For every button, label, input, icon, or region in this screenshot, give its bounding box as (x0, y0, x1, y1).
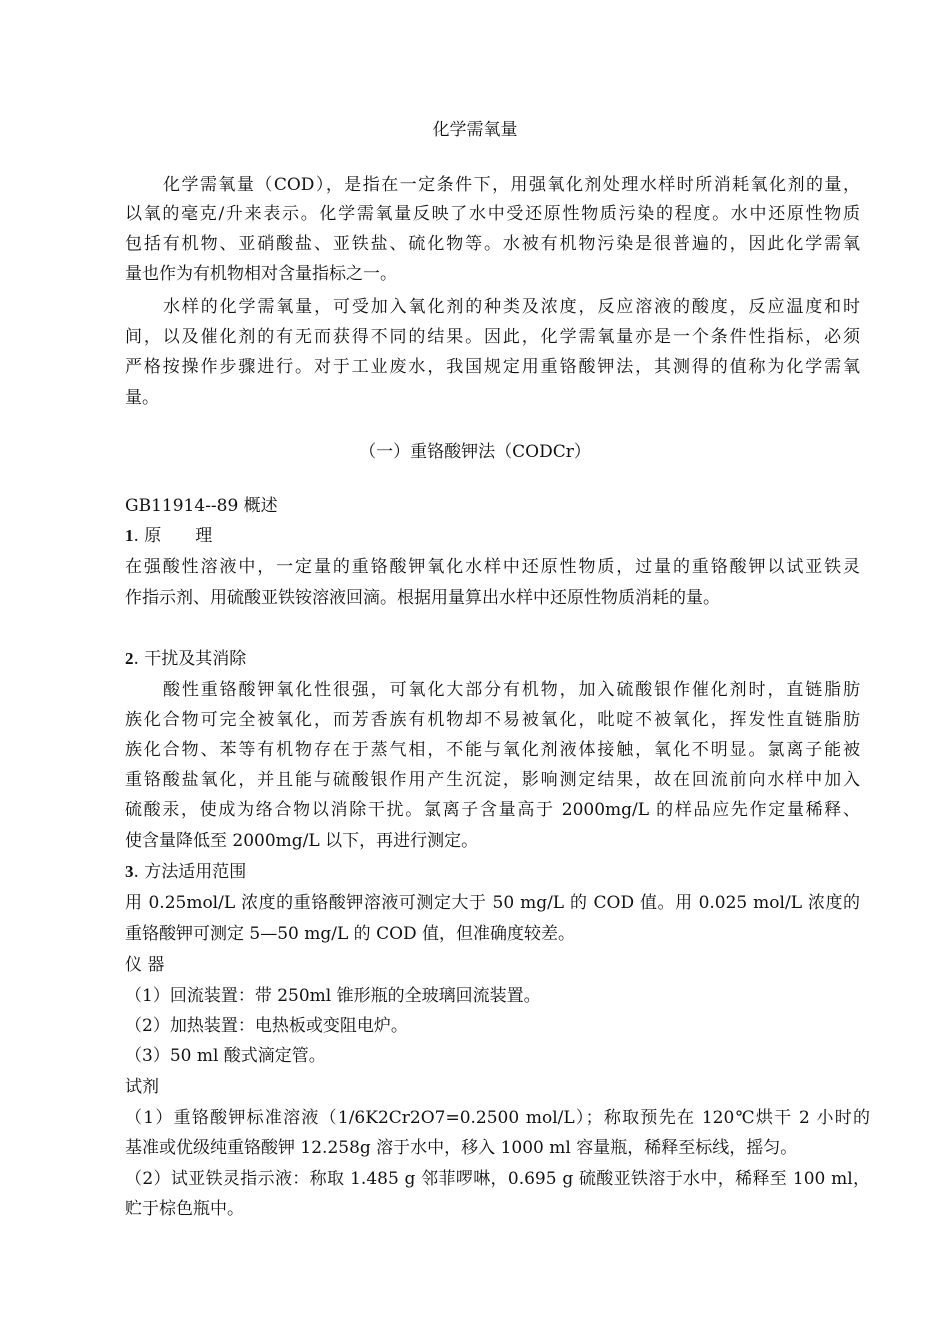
intro-line: 量也作为有机物相对含量指标之一。 (125, 264, 397, 284)
section-number: 2 (125, 649, 134, 668)
intro-line: 包括有机物、亚硝酸盐、亚铁盐、硫化物等。水被有机物污染是很普遍的，因此化学需氧 (125, 234, 860, 254)
intro-line: 间，以及催化剂的有无而获得不同的结果。因此，化学需氧量亦是一个条件性指标，必须 (125, 327, 860, 347)
body-line: 重铬酸盐氧化，并且能与硫酸银作用产生沉淀，影响测定结果，故在回流前向水样中加入 (125, 770, 860, 790)
reagents-heading: 试剂 (125, 1077, 159, 1097)
intro-line: 水样的化学需氧量，可受加入氧化剂的种类及浓度，反应溶液的酸度，反应温度和时 (163, 297, 860, 317)
body-line: 族化合物、苯等有机物存在于蒸气相，不能与氧化剂液体接触，氧化不明显。氯离子能被 (125, 740, 860, 760)
section-heading-text: . 干扰及其消除 (133, 649, 247, 669)
body-line: 重铬酸钾可测定 5—50 mg/L 的 COD 值，但准确度较差。 (125, 924, 576, 944)
section-2-heading (125, 647, 246, 671)
intro-line: 严格按操作步骤进行。对于工业废水，我国规定用重铬酸钾法，其测得的值称为化学需氧 (125, 357, 860, 377)
section-title: （一）重铬酸钾法（CODCr） (359, 442, 591, 462)
body-line: 硫酸汞，使成为络合物以消除干扰。氯离子含量高于 2000mg/L 的样品应先作定量稀释、 (125, 800, 860, 820)
section-3-heading (125, 860, 246, 884)
reagent-line: （1）重铬酸钾标准溶液（1/6K2Cr2O7=0.2500 mol/L）；称取预先在 120℃烘干 2 小时的 (125, 1108, 870, 1128)
page-title: 化学需氧量 (432, 120, 518, 140)
reagent-line: （2）试亚铁灵指示液：称取 1.485 g 邻菲啰啉，0.695 g 硫酸亚铁溶于水中，稀释至 100 ml， (125, 1169, 870, 1189)
standard-line: GB11914--89 概述 (125, 496, 278, 516)
body-line: 在强酸性溶液中，一定量的重铬酸钾氧化水样中还原性物质，过量的重铬酸钾以试亚铁灵 (125, 557, 860, 577)
body-line: 用 0.25mol/L 浓度的重铬酸钾溶液可测定大于 50 mg/L 的 COD 值。用 0.025 mol/L 浓度的 (125, 893, 860, 913)
reagent-line: 基准或优级纯重铬酸钾 12.258g 溶于水中，移入 1000 ml 容量瓶，稀释至标线，摇匀。 (125, 1138, 798, 1158)
instrument-item: （3）50 ml 酸式滴定管。 (125, 1046, 326, 1066)
body-line: 使含量降低至 2000mg/L 以下，再进行测定。 (125, 831, 479, 851)
intro-line: 量。 (125, 388, 159, 408)
body-line: 酸性重铬酸钾氧化性很强，可氧化大部分有机物，加入硫酸银作催化剂时，直链脂肪 (163, 680, 860, 700)
section-number: 3 (125, 862, 134, 881)
intro-line: 化学需氧量（COD），是指在一定条件下，用强氧化剂处理水样时所消耗氧化剂的量， (163, 175, 860, 195)
section-number: 1 (125, 526, 134, 545)
reagent-line: 贮于棕色瓶中。 (125, 1199, 244, 1219)
section-heading-text: . 原 理 (133, 526, 213, 546)
instruments-heading: 仪 器 (125, 955, 165, 975)
section-1-heading (125, 524, 212, 548)
body-line: 族化合物可完全被氧化，而芳香族有机物却不易被氧化，吡啶不被氧化，挥发性直链脂肪 (125, 710, 860, 730)
section-heading-text: . 方法适用范围 (133, 862, 247, 882)
body-line: 作指示剂、用硫酸亚铁铵溶液回滴。根据用量算出水样中还原性物质消耗的量。 (125, 588, 720, 608)
intro-line: 以氧的毫克/升来表示。化学需氧量反映了水中受还原性物质污染的程度。水中还原性物质 (125, 204, 860, 224)
instrument-item: （1）回流装置：带 250ml 锥形瓶的全玻璃回流装置。 (125, 986, 541, 1006)
instrument-item: （2）加热装置：电热板或变阻电炉。 (125, 1016, 408, 1036)
